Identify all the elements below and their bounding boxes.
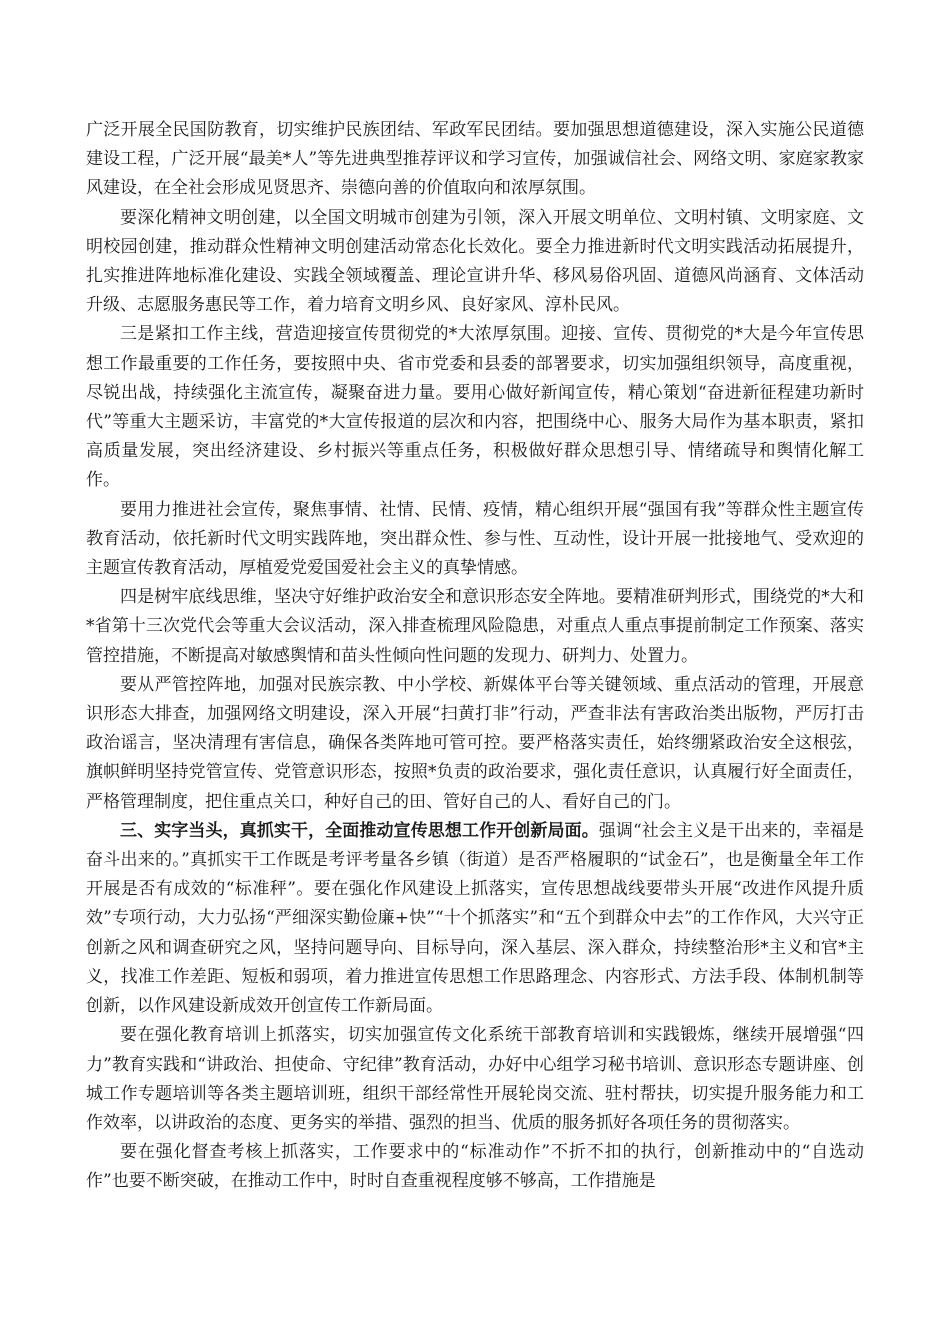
paragraph-social-publicity: 要用力推进社会宣传，聚焦事情、社情、民情、疫情，精心组织开展“强国有我”等群众性主题宣传教育活动，依托新时代文明实践阵地，突出群众性、参与性、互动性，设计开展一批接地气、受欢迎的主题宣传教育活动，厚植爱党爱国爱社会主义的真挚情感。 — [86, 499, 864, 579]
section-heading: 三、实字当头，真抓实干，全面推动宣传思想工作开创新局面。 — [120, 820, 599, 841]
document-page — [86, 116, 864, 1197]
paragraph-strict-control: 要从严管控阵地，加强对民族宗教、中小学校、新媒体平台等关键领域、重点活动的管理，开展意识形态大排查，加强网络文明建设，深入开展“扫黄打非”行动，严查非法有害政治类出版物，严厉打击政治谣言，坚决清理有害信息，确保各类阵地可管可控。要严格落实责任，始终绷紧政治安全这根弦，旗帜鲜明坚持党管宣传、党管意识形态，按照*负责的政治要求，强化责任意识，认真履行好全面责任，严格管理制度，把住重点关口，种好自己的田、管好自己的人、看好自己的门。 — [86, 674, 864, 812]
paragraph-national-defense: 广泛开展全民国防教育，切实维护民族团结、军政军民团结。要加强思想道德建设，深入实施公民道德建设工程，广泛开展“最美*人”等先进典型推荐评议和学习宣传，加强诚信社会、网络文明、家庭家教家风建设，在全社会形成见贤思齐、崇德向善的价值取向和浓厚氛围。 — [86, 120, 864, 199]
section-body: 强调“社会主义是干出来的，幸福是奋斗出来的。”真抓实干工作既是考评考量各乡镇（街道）是否严格履职的“试金石”，也是衡量全年工作开展是否有成效的“标准秤”。要在强化作风建设上抓落实，宣传思想战线要带头开展“改进作风提升质效”专项行动，大力弘扬“严细深实勤俭廉+快”“十个抓落实”和“五个到群众中去”的工作作风，大兴守正创新之风和调查研究之风，坚持问题导向、目标导向，深入基层、深入群众，持续整治形*主义和官*主义，找准工作差距、短板和弱项，着力推进宣传思想工作思路理念、内容形式、方法手段、体制机制等创新，以作风建设新成效开创宣传工作新局面。 — [86, 820, 864, 1017]
paragraph-main-line: 三是紧扣工作主线，营造迎接宣传贯彻党的*大浓厚氛围。迎接、宣传、贯彻党的*大是今年宣传思想工作最重要的工作任务，要按照中央、省市党委和县委的部署要求，切实加强组织领导，高度重视，尽锐出战，持续强化主流宣传，凝聚奋进力量。要用心做好新闻宣传，精心策划“奋进新征程建功新时代”等重大主题采访，丰富党的*大宣传报道的层次和内容，把围绕中心、服务大局作为基本职责，紧扣高质量发展，突出经济建设、乡村振兴等重点任务，积极做好群众思想引导、情绪疏导和舆情化解工作。 — [86, 324, 864, 491]
paragraph-supervision: 要在强化督查考核上抓落实，工作要求中的“标准动作”不折不扣的执行，创新推动中的“自选动作”也要不断突破，在推动工作中，时时自查重视程度够不够高，工作措施是 — [86, 1142, 864, 1192]
paragraph-training: 要在强化教育培训上抓落实，切实加强宣传文化系统干部教育培训和实践锻炼，继续开展增强“四力”教育实践和“讲政治、担使命、守纪律”教育活动，办好中心组学习秘书培训、意识形态专题讲座、创城工作专题培训等各类主题培训班，组织干部经常性开展轮岗交流、驻村帮扶，切实提升服务能力和工作效率，以讲政治的态度、更务实的举措、强烈的担当、优质的服务抓好各项任务的贯彻落实。 — [86, 1025, 864, 1133]
paragraph-bottom-line: 四是树牢底线思维，坚决守好维护政治安全和意识形态安全阵地。要精准研判形式，围绕党的*大和*省第十三次党代会等重大会议活动，深入排查梳理风险隐患，对重点人重点事提前制定工作预案、落实管控措施，不断提高对敏感舆情和苗头性倾向性问题的发现力、研判力、处置力。 — [86, 587, 864, 666]
paragraph-civilization-creation: 要深化精神文明创建，以全国文明城市创建为引领，深入开展文明单位、文明村镇、文明家庭、文明校园创建，推动群众性精神文明创建活动常态化长效化。要全力推进新时代文明实践活动拓展提升，扎实推进阵地标准化建设、实践全领域覆盖、理论宣讲升华、移风易俗巩固、道德风尚涵育、文体活动升级、志愿服务惠民等工作，着力培育文明乡风、良好家风、淳朴民风。 — [86, 207, 864, 316]
paragraph-section-three — [86, 817, 864, 1021]
